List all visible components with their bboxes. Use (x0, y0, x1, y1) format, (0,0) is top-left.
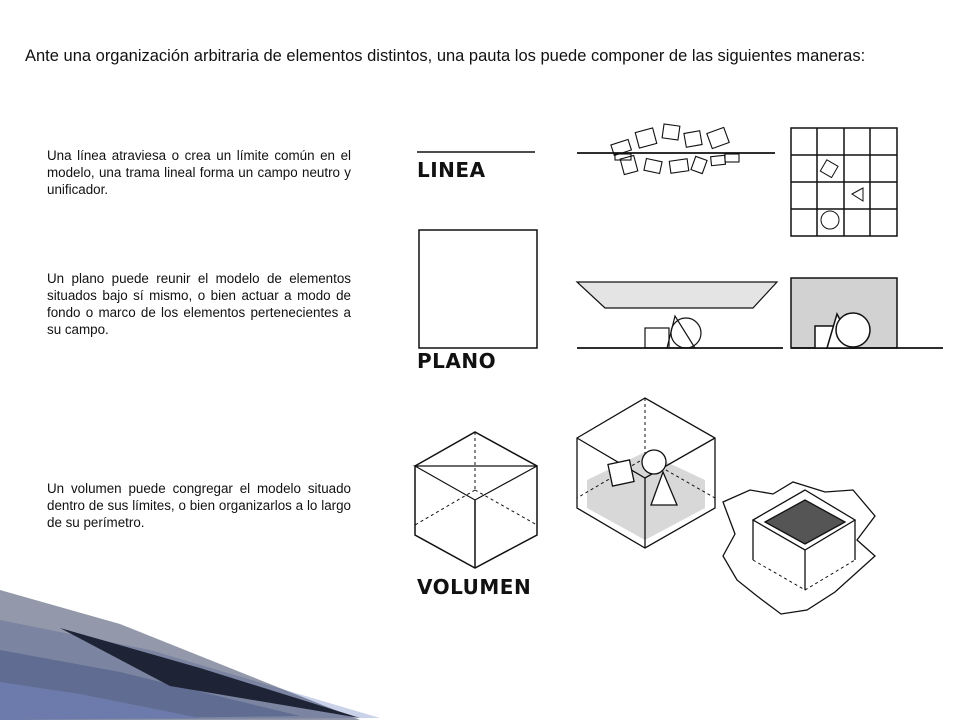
composition-diagrams (405, 110, 945, 630)
plane-diagram-field (791, 278, 943, 348)
line-diagram-grid (791, 128, 897, 236)
paragraph-plane: Un plano puede reunir el modelo de elementos situados bajo sí mismo, o bien actuar a modo de fondo o marco de los elementos pertenecientes a su campo. (47, 271, 351, 337)
label-plano: PLANO (417, 349, 497, 373)
paragraph-volume: Un volumen puede congregar el modelo situado dentro de sus límites, o bien organizarlos a lo largo de su perímetro. (47, 481, 351, 530)
volume-diagram-contained (577, 398, 715, 548)
volume-diagram-perimeter (723, 482, 875, 614)
plane-diagram-square (419, 230, 537, 348)
page-heading: Ante una organización arbitraria de elementos distintos, una pauta los puede componer de las siguientes maneras: (25, 47, 866, 65)
paragraph-line: Una línea atraviesa o crea un límite común en el modelo, una trama lineal forma un campo neutro y unificador. (47, 148, 351, 197)
plane-diagram-overhead (577, 282, 783, 348)
line-diagram-elements (577, 124, 775, 175)
label-linea: LINEA (417, 158, 486, 182)
label-volumen: VOLUMEN (417, 575, 532, 599)
volume-diagram-cube (415, 432, 537, 568)
decorative-corner-swoosh (0, 590, 380, 720)
